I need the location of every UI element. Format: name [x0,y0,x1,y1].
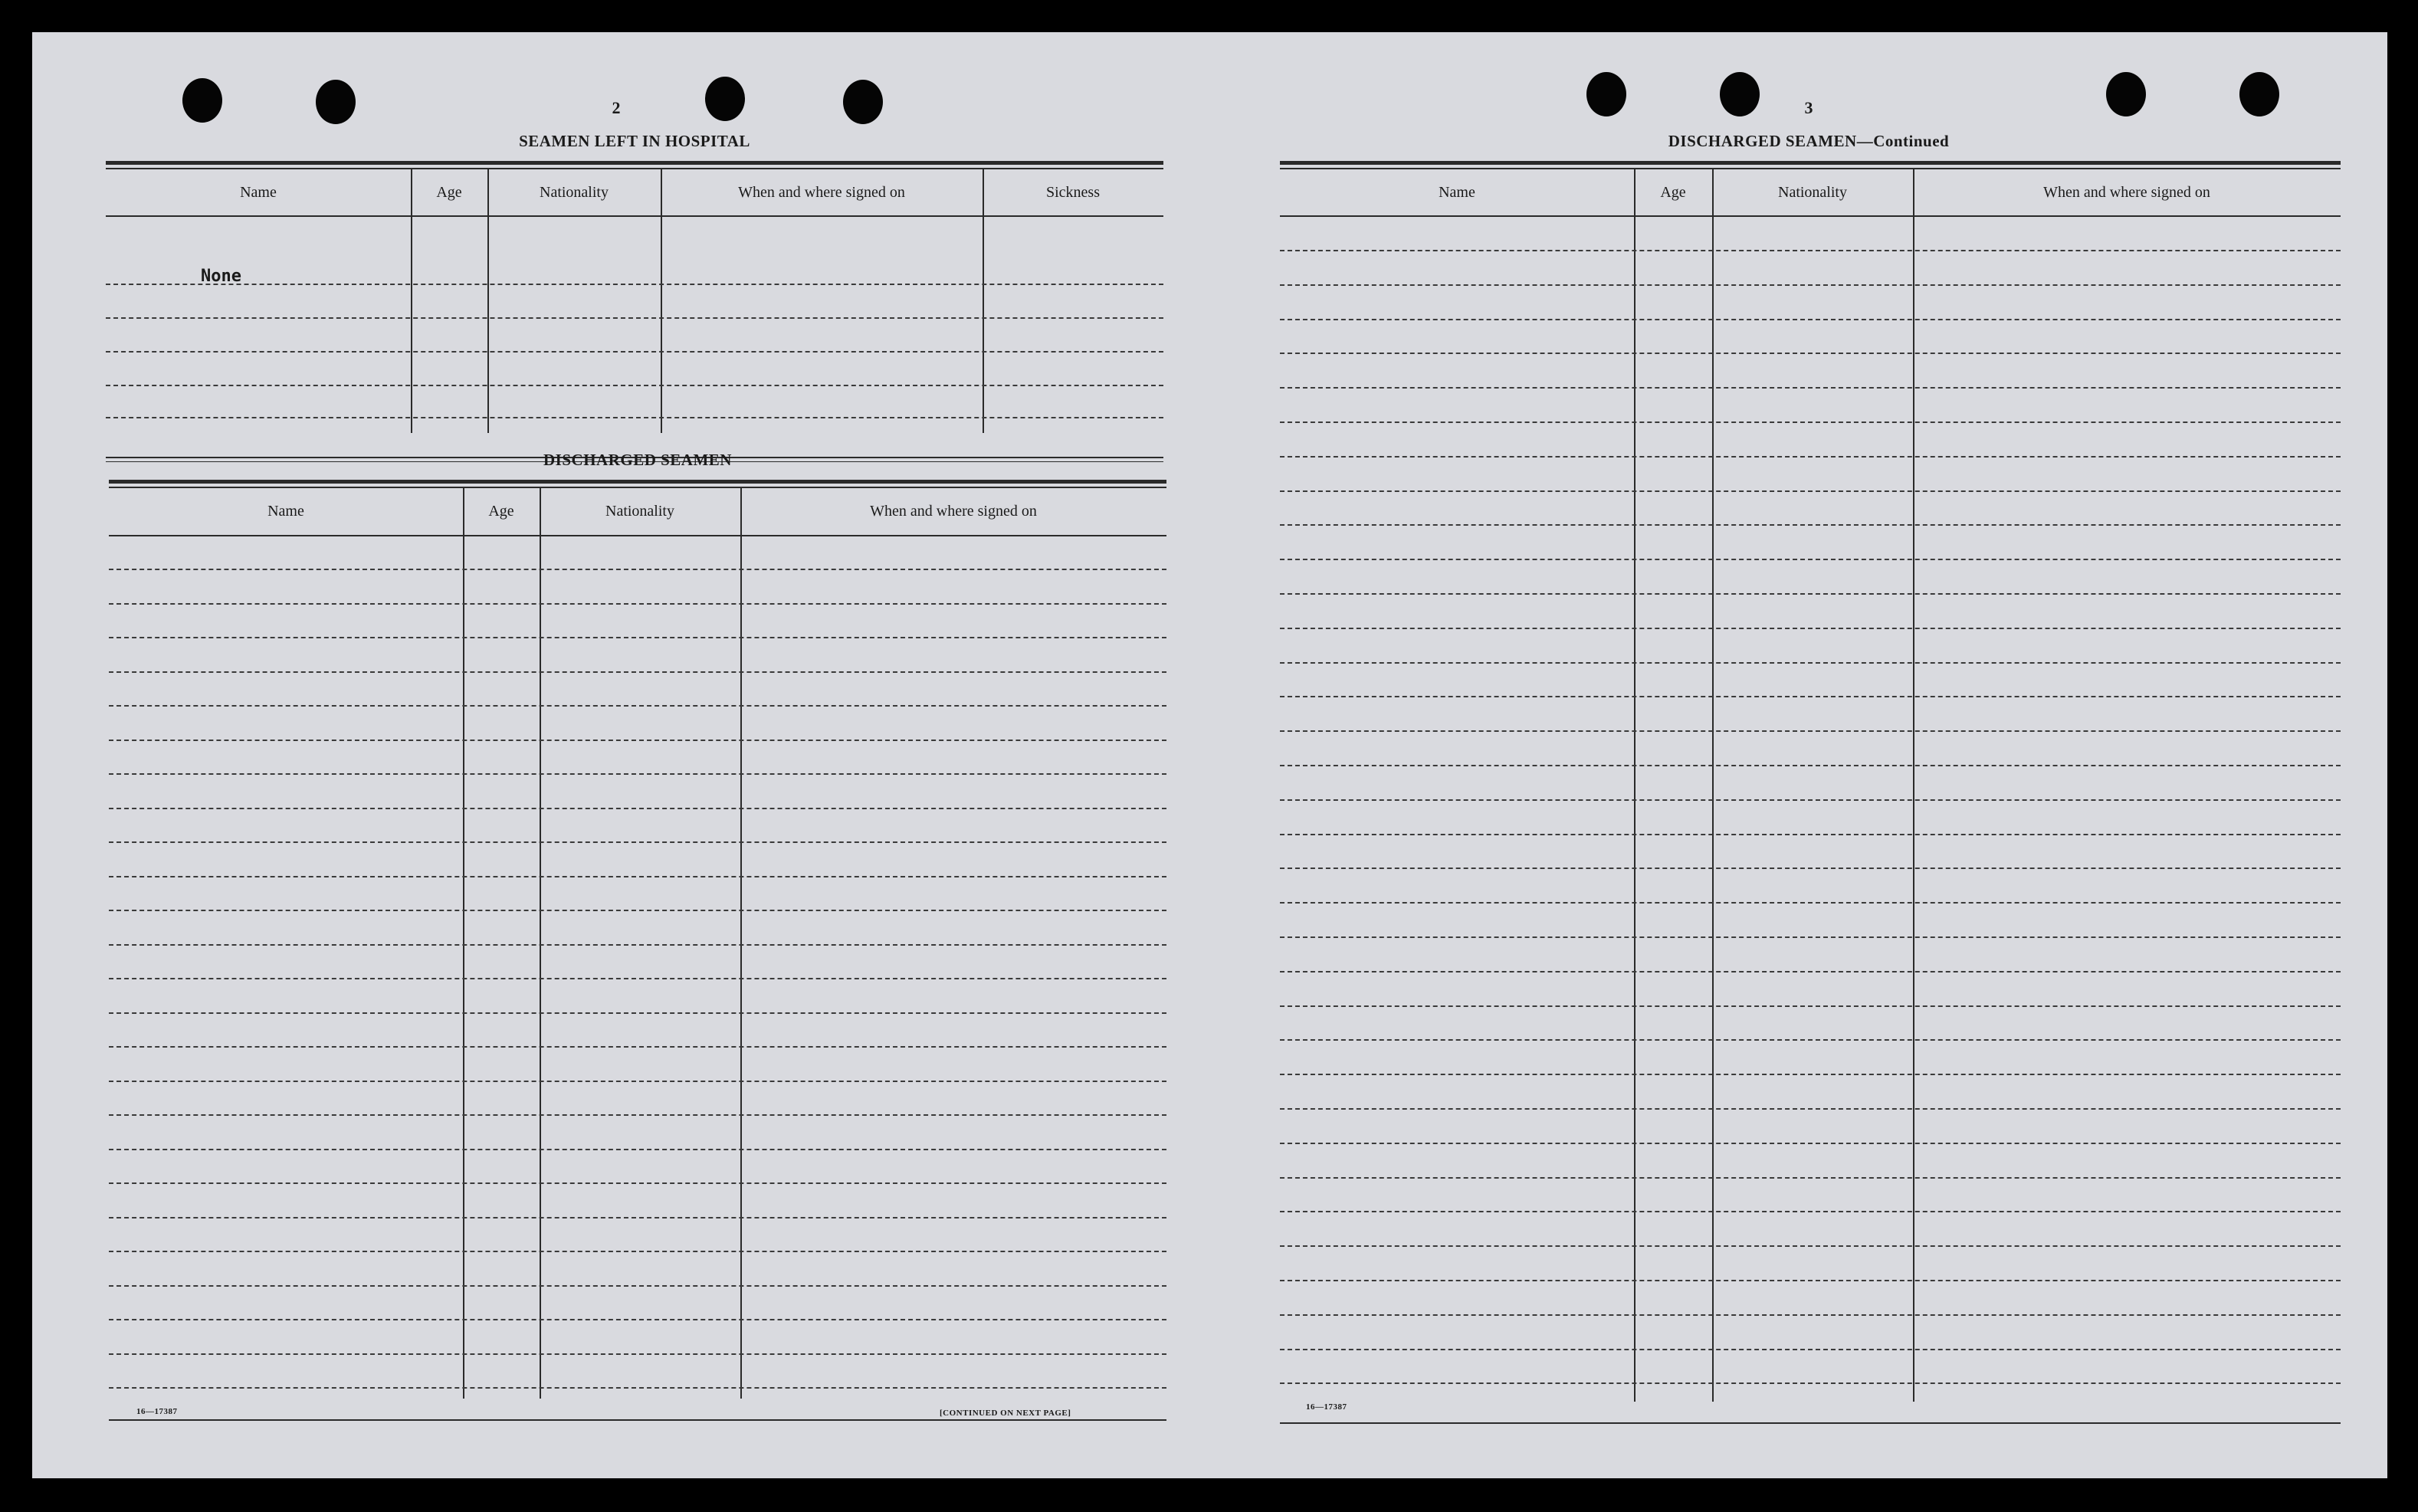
punch-hole [2239,72,2279,116]
table-row [1280,559,2341,560]
title-suffix: —Continued [1856,132,1950,150]
table-row [109,876,1166,877]
table-row [109,1285,1166,1287]
page-number-left: 2 [612,98,621,117]
table-row [109,841,1166,843]
table-row [109,1046,1166,1048]
table-row [1280,421,2341,423]
table-row [109,1251,1166,1252]
table-row [1280,353,2341,354]
right-col-nationality: Nationality [1778,184,1847,201]
table-row [109,705,1166,707]
title-main: DISCHARGED SEAMEN [1668,132,1857,150]
punch-hole [843,80,883,124]
table-row [1280,628,2341,629]
discharged-col-age: Age [488,503,514,520]
discharged-table-right [1280,161,2341,1433]
table-row [106,385,1163,386]
hospital-col-name: Name [240,184,277,201]
punch-hole [316,80,356,124]
punch-hole [705,77,745,121]
table-row [109,569,1166,570]
table-row [1280,1108,2341,1110]
table-row [109,1149,1166,1150]
table-row [1280,593,2341,595]
table-row [109,1081,1166,1082]
discharged-col-signed-on: When and where signed on [870,503,1037,520]
discharged-col-nationality: Nationality [605,503,674,520]
table-row [1280,902,2341,904]
table-row [1280,1245,2341,1247]
table-row [1280,834,2341,835]
table-row [109,808,1166,809]
table-row [1280,1211,2341,1212]
form-code-left: 16—17387 [136,1407,178,1416]
hospital-section-title: SEAMEN LEFT IN HOSPITAL [519,132,750,150]
table-row [109,910,1166,911]
table-row [1280,490,2341,492]
table-row [1280,765,2341,766]
table-row [109,978,1166,979]
table-row [1280,387,2341,389]
table-row [109,637,1166,638]
table-row [109,671,1166,673]
table-row [109,1217,1166,1218]
document-sheet [32,32,2387,1478]
table-row [106,351,1163,353]
table-row [106,317,1163,319]
discharged-continued-title [1280,132,2338,151]
table-row [109,1387,1166,1389]
table-row [1280,456,2341,458]
table-row [1280,1280,2341,1281]
table-row [1280,1005,2341,1007]
punch-hole [182,78,222,123]
table-row [1280,1074,2341,1075]
continued-note: [CONTINUED ON NEXT PAGE] [940,1409,1071,1418]
table-row [1280,319,2341,320]
table-row [1280,936,2341,938]
discharged-col-name: Name [267,503,304,520]
table-row [1280,868,2341,869]
table-row [1280,799,2341,801]
table-row [1280,971,2341,972]
table-row [109,1319,1166,1320]
table-row [109,773,1166,775]
right-col-age: Age [1660,184,1686,201]
table-row [109,1353,1166,1355]
table-row [1280,524,2341,526]
hospital-col-sickness: Sickness [1046,184,1100,201]
table-row [106,417,1163,418]
table-row [109,603,1166,605]
table-row [1280,1349,2341,1350]
punch-hole [1586,72,1626,116]
table-row [109,1182,1166,1184]
hospital-col-signed-on: When and where signed on [738,184,905,201]
table-row [1280,730,2341,732]
table-row [1280,696,2341,697]
hospital-col-age: Age [436,184,462,201]
table-row [109,740,1166,741]
hospital-entry-name: None [201,267,241,286]
hospital-col-nationality: Nationality [540,184,609,201]
table-row [1280,1039,2341,1041]
table-row [109,1114,1166,1116]
table-row [1280,1382,2341,1384]
right-col-signed-on: When and where signed on [2043,184,2210,201]
discharged-table-left [109,480,1166,1430]
punch-hole [1720,72,1760,116]
hospital-table [106,161,1163,467]
table-row [106,284,1163,285]
page-number-right: 3 [1804,98,1813,117]
discharged-section-title: DISCHARGED SEAMEN [543,451,732,469]
table-row [109,1012,1166,1014]
table-row [1280,250,2341,251]
punch-hole [2106,72,2146,116]
form-code-right: 16—17387 [1306,1402,1347,1412]
table-row [1280,662,2341,664]
right-col-name: Name [1439,184,1475,201]
table-row [1280,1143,2341,1144]
table-row [1280,1177,2341,1179]
table-row [109,944,1166,946]
table-row [1280,284,2341,286]
table-row [1280,1314,2341,1316]
